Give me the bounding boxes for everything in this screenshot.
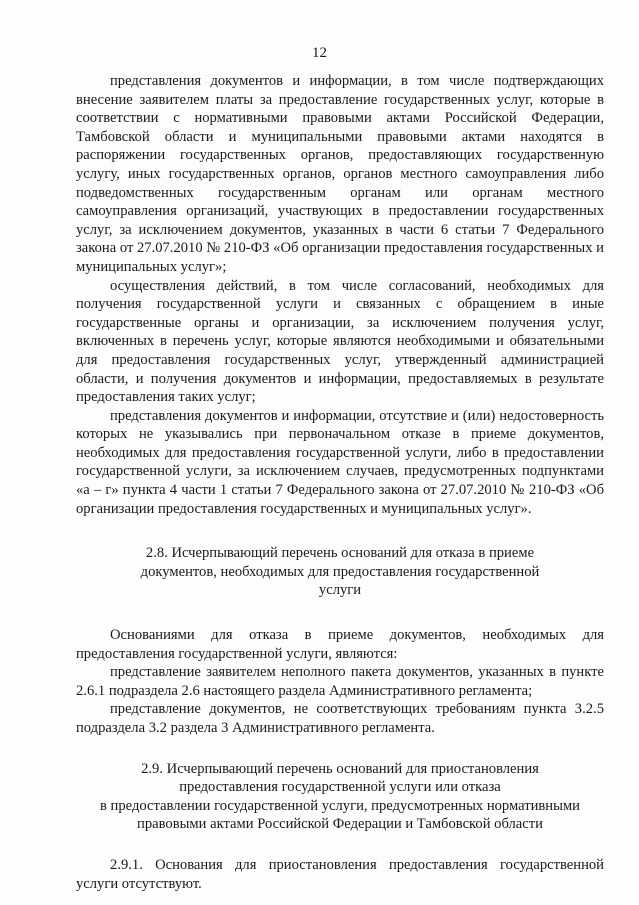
paragraph-incomplete-package: представление заявителем неполного пакета документов, указанных в пункте 2.6.1 подраздела 2.6 настоящего раздела Административного регламента; [76, 664, 604, 699]
paragraph-representation-documents: представления документов и информации, в том числе подтверждающих внесение заявителем платы за предоставление государственных услуг, которые в соответствии с нормативными правовыми актами Российской Федерации, Тамбовской области и муниципальными правовыми актами находятся в распоряжении государственных органов, предоставляющих государственную услугу, иных государственных органов, органов местного самоуправления либо подведомственных государственным органам или органам местного самоуправления организаций, участвующих в предоставлении государственных услуг, за исключением документов, указанных в части 6 статьи 7 Федерального закона от 27.07.2010 № 210-ФЗ «Об организации предоставления государственных и муниципальных услуг»; [76, 73, 604, 275]
paragraph-refusal-grounds: Основаниями для отказа в приеме документов, необходимых для предоставления государственной услуги, являются: [76, 627, 604, 662]
page-number: 12 [312, 45, 327, 61]
paragraph-suspension-absent: 2.9.1. Основания для приостановления предоставления государственной услуги отсутствуют. [76, 856, 604, 892]
document-body [76, 72, 604, 893]
paragraph-representation-missing: представления документов и информации, отсутствие и (или) недостоверность которых не указывались при первоначальном отказе в приеме документов, необходимых для предоставления государственной услуги, либо в предоставлении государственной услуги, за исключением случаев, предусмотренных подпунктами «а – г» пункта 4 части 1 статьи 7 Федерального закона от 27.07.2010 № 210-ФЗ «Об организации предоставления государственных и муниципальных услуг». [76, 407, 604, 517]
paragraph-noncompliant-documents: представление документов, не соответствующих требованиям пункта 3.2.5 подраздела 3.2 раздела 3 Административного регламента. [76, 701, 604, 736]
section-2-8-heading-line2: документов, необходимых для предоставления государственной [140, 563, 540, 580]
section-2-8-heading-line1: 2.8. Исчерпывающий перечень оснований для отказа в приеме [145, 545, 535, 562]
paragraph-actions-approvals: осуществления действий, в том числе согласований, необходимых для получения государственной услуги и связанных с обращением в иные государственные органы и организации, за исключением получения услуг, включенных в перечень услуг, которые являются необходимыми и обязательными для предоставления государственных услуг, утвержденный администрацией области, и получения документов и информации, предоставляемых в результате предоставления таких услуг; [76, 277, 604, 406]
section-2-9-heading-line3: в предоставлении государственной услуги, предусмотренных нормативными [100, 797, 580, 814]
section-2-9-heading-line4: правовыми актами Российской Федерации и Тамбовской области [137, 816, 543, 833]
section-2-9-heading-line1: 2.9. Исчерпывающий перечень оснований для приостановления [141, 760, 539, 777]
section-2-9-heading-line2: предоставления государственной услуги или отказа [179, 779, 501, 796]
section-2-8-heading-line3: услуги [318, 582, 362, 599]
